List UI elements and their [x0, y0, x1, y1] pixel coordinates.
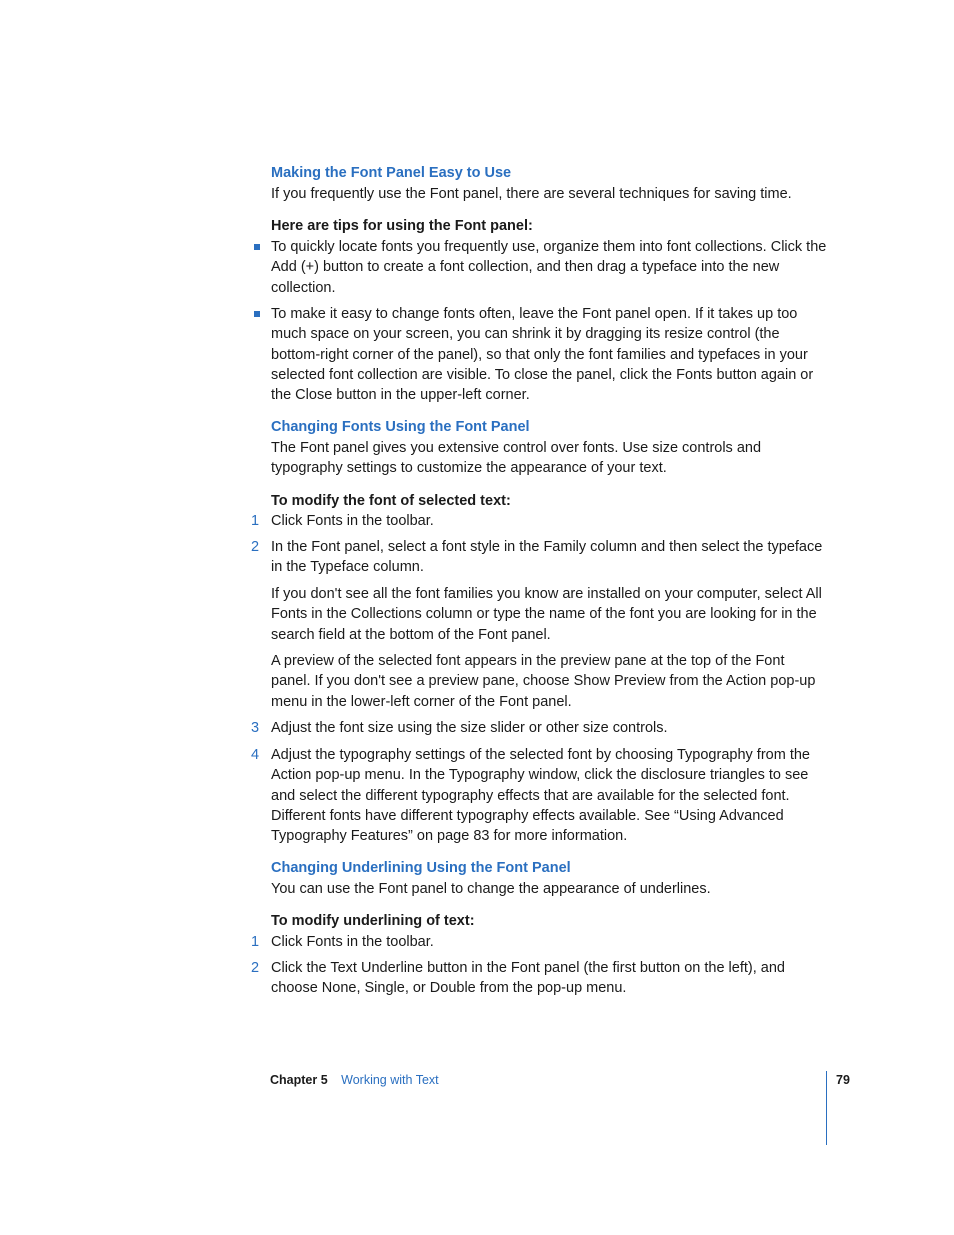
chapter-title: Working with Text — [341, 1073, 439, 1087]
step-continuation — [271, 651, 827, 712]
section-heading-making-easy: Making the Font Panel Easy to Use — [271, 165, 512, 181]
step-item — [251, 537, 827, 578]
section-heading-underlining: Changing Underlining Using the Font Panel — [271, 860, 571, 876]
step-item — [251, 745, 827, 846]
bullet-square-icon — [254, 311, 260, 317]
step-text: A preview of the selected font appears in the preview pane at the top of the Font panel. If you don't see a preview pane, choose Show Preview from the Action pop-up menu in the lower-left corner of the Font panel. — [271, 653, 816, 710]
page-number: 79 — [836, 1073, 850, 1087]
step-text: If you don't see all the font families you know are installed on your computer, select All Fonts in the Collections column or type the name of the font you are looking for in the search field at the bottom of the Font panel. — [271, 586, 822, 643]
paragraph-intro-1: If you frequently use the Font panel, there are several techniques for saving time. — [271, 186, 792, 202]
paragraph-intro-3: You can use the Font panel to change the appearance of underlines. — [271, 881, 711, 897]
paragraph-intro-2: The Font panel gives you extensive control over fonts. Use size controls and typography settings to customize the appearance of your text. — [271, 440, 762, 477]
step-number: 2 — [251, 539, 260, 555]
step-number: 3 — [251, 720, 260, 736]
step-text: Adjust the font size using the size slider or other size controls. — [271, 720, 668, 736]
step-number: 4 — [251, 747, 260, 763]
step-number: 1 — [251, 513, 260, 529]
lead-in-tips: Here are tips for using the Font panel: — [271, 218, 533, 234]
step-item — [251, 932, 827, 952]
step-number: 2 — [251, 960, 260, 976]
step-item — [251, 511, 827, 531]
page-footer — [270, 1073, 439, 1087]
lead-in-modify-underlining: To modify underlining of text: — [271, 913, 475, 929]
step-text: Click Fonts in the toolbar. — [271, 513, 434, 529]
step-text: Click the Text Underline button in the Font panel (the first button on the left), and choose None, Single, or Double from the pop-up menu. — [271, 960, 785, 997]
step-number: 1 — [251, 934, 260, 950]
section-heading-changing-fonts: Changing Fonts Using the Font Panel — [271, 419, 530, 435]
bullet-text: To make it easy to change fonts often, leave the Font panel open. If it takes up too much space on your screen, you can shrink it by dragging its resize control (the bottom-right corner of the panel), so that only the font families and typefaces in your selected font collection are visible. To close the panel, click the Fonts button again or the Close button in the upper-left corner. — [271, 306, 814, 404]
step-item — [251, 958, 827, 999]
bullet-item — [271, 304, 827, 405]
step-continuation — [271, 584, 827, 645]
step-item — [251, 718, 827, 738]
footer-divider — [826, 1071, 827, 1145]
bullet-text: To quickly locate fonts you frequently use, organize them into font collections. Click the Add (+) button to create a font collection, and then drag a typeface into the new collection. — [271, 239, 827, 296]
bullet-square-icon — [254, 244, 260, 250]
step-text: Adjust the typography settings of the selected font by choosing Typography from the Action pop-up menu. In the Typography window, click the disclosure triangles to see and select the different typography effects that are available for the selected font. Different fonts have different typography effects available. See “Using Advanced Typography Features” on page 83 for more information. — [271, 747, 810, 845]
chapter-label: Chapter 5 — [270, 1073, 328, 1087]
step-text: In the Font panel, select a font style in the Family column and then select the typeface in the Typeface column. — [271, 539, 823, 576]
lead-in-modify-font: To modify the font of selected text: — [271, 493, 511, 509]
bullet-item — [271, 237, 827, 298]
step-text: Click Fonts in the toolbar. — [271, 934, 434, 950]
